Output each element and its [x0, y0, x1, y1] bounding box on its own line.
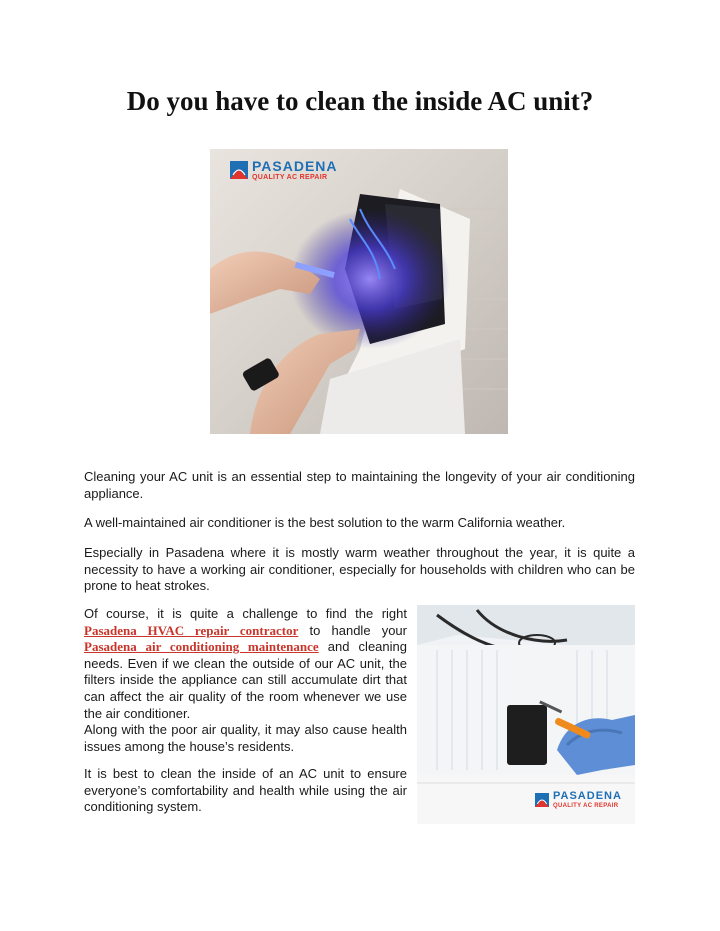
- paragraph-4: [84, 606, 407, 755]
- brand-logo: [230, 159, 338, 181]
- paragraph-4-text-3: and cleaning needs. Even if we clean the outside of our AC unit, the filters inside the appliance can still accumulate dirt that can affect the air quality of the room whenever we use the air conditioner.: [84, 639, 407, 721]
- paragraph-3: Especially in Pasadena where it is mostly warm weather throughout the year, it is quite a necessity to have a working air conditioner, especially for households with children who can be prone to heat strokes.: [84, 545, 635, 594]
- side-photo: [417, 605, 635, 824]
- hvac-repair-contractor-link[interactable]: Pasadena HVAC repair contractor: [84, 622, 299, 638]
- side-brand-logo: [535, 791, 622, 809]
- paragraph-4-text-1: Of course, it is quite a challenge to find the right: [84, 606, 407, 621]
- paragraph-2: A well-maintained air conditioner is the best solution to the warm California weather.: [84, 515, 566, 530]
- side-logo-line1: PASADENA: [553, 790, 622, 802]
- page-title: Do you have to clean the inside AC unit?: [126, 86, 594, 116]
- ac-maintenance-link[interactable]: Pasadena air conditioning maintenance: [84, 639, 319, 655]
- hero-photo: [210, 149, 508, 434]
- ac-repair-illustration: [210, 149, 508, 434]
- logo-line2: QUALITY AC REPAIR: [252, 174, 328, 181]
- paragraph-5: It is best to clean the inside of an AC unit to ensure everyone’s comfortability and health while using the air conditioning system.: [84, 766, 407, 815]
- logo-line1: PASADENA: [252, 158, 338, 174]
- paragraph-4-text-2: to handle your: [298, 622, 407, 638]
- side-logo-line2: QUALITY AC REPAIR: [553, 803, 619, 809]
- side-logo-mark-icon: [535, 793, 549, 807]
- paragraph-4-text-4: Along with the poor air quality, it may also cause health issues among the house’s residents.: [84, 722, 407, 754]
- paragraph-1: Cleaning your AC unit is an essential step to maintaining the longevity of your air conditioning appliance.: [84, 469, 635, 501]
- logo-mark-icon: [230, 161, 248, 179]
